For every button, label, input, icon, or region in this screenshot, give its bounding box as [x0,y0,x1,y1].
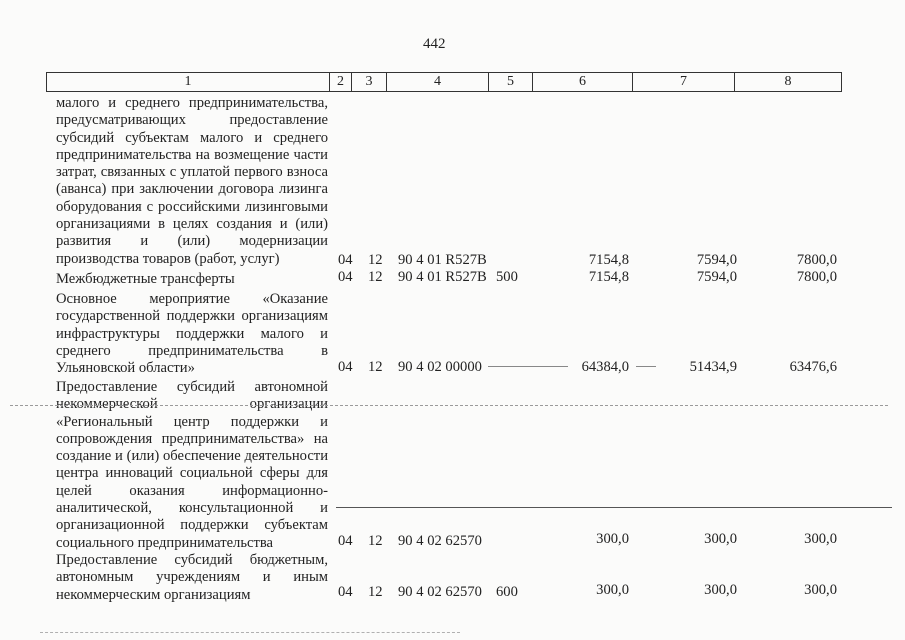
row-description: Межбюджетные трансферты [56,271,235,287]
row-target-article: 90 4 02 62570 [398,584,482,600]
row-subsection: 12 [368,359,383,375]
row-value-col7: 7594,0 [696,269,737,285]
row-target-article: 90 4 01 R527B [398,269,487,285]
row-description: Основное мероприятие «Оказание государственной поддержки организациям инфраструктуры поддержки малого и среднего предпринимательства в Ульяновской области» [56,291,328,377]
dashed-rule [10,405,888,406]
row-target-article: 90 4 02 62570 [398,533,482,549]
row-value-col6: 300,0 [596,531,629,547]
row-section: 04 [338,359,353,375]
table-header [46,72,842,92]
row-section: 04 [338,252,353,268]
row-value-col7: 300,0 [704,582,737,598]
scan-rule [336,507,892,508]
dashed-leader [488,366,568,367]
header-col-3: 3 [352,73,387,91]
page-number: 442 [423,36,446,52]
row-subsection: 12 [368,269,383,285]
row-value-col7: 300,0 [704,531,737,547]
dashed-leader [636,366,656,367]
header-col-1: 1 [47,73,330,91]
row-target-article: 90 4 01 R527B [398,252,487,268]
row-value-col8: 63476,6 [789,359,837,375]
header-col-4: 4 [387,73,489,91]
row-value-col6: 7154,8 [588,252,629,268]
header-col-2: 2 [330,73,352,91]
row-subsection: 12 [368,584,383,600]
row-value-col8: 300,0 [804,531,837,547]
header-col-6: 6 [533,73,633,91]
row-description: малого и среднего предпринимательства, предусматривающих предоставление субсидий субъектам малого и среднего предпринимательства на возмещение части затрат, связанных с уплатой первого взноса (аванса) при заключении договора лизинга оборудования с российскими лизинговыми организациями в целях создания и (или) развития и (или) модернизации производства товаров (работ, услуг) [56,95,328,267]
row-value-col8: 300,0 [804,582,837,598]
header-col-7: 7 [633,73,735,91]
row-subsection: 12 [368,252,383,268]
header-col-5: 5 [489,73,533,91]
row-expense-type: 600 [496,584,518,600]
row-value-col6: 300,0 [596,582,629,598]
row-section: 04 [338,533,353,549]
scan-rule [40,632,460,633]
row-value-col8: 7800,0 [796,252,837,268]
row-value-col8: 7800,0 [796,269,837,285]
row-description: Предоставление субсидий бюджетным, автономным учреждениям и иным некоммерческим организациям [56,552,328,603]
row-expense-type: 500 [496,269,518,285]
row-section: 04 [338,584,353,600]
row-value-col6: 7154,8 [588,269,629,285]
row-description: Предоставление субсидий автономной некоммерческой организации «Региональный центр поддержки и сопровождения предпринимательства» на создание и (или) обеспечение деятельности центра инноваций социальной сферы для целей оказания информационно-аналитической, консультационной и организационной поддержки субъектам социального предпринимательства [56,379,328,551]
header-col-8: 8 [784,74,792,89]
row-value-col6: 64384,0 [581,359,629,375]
row-value-col7: 51434,9 [689,359,737,375]
row-target-article: 90 4 02 00000 [398,359,482,375]
row-value-col7: 7594,0 [696,252,737,268]
row-subsection: 12 [368,533,383,549]
row-section: 04 [338,269,353,285]
